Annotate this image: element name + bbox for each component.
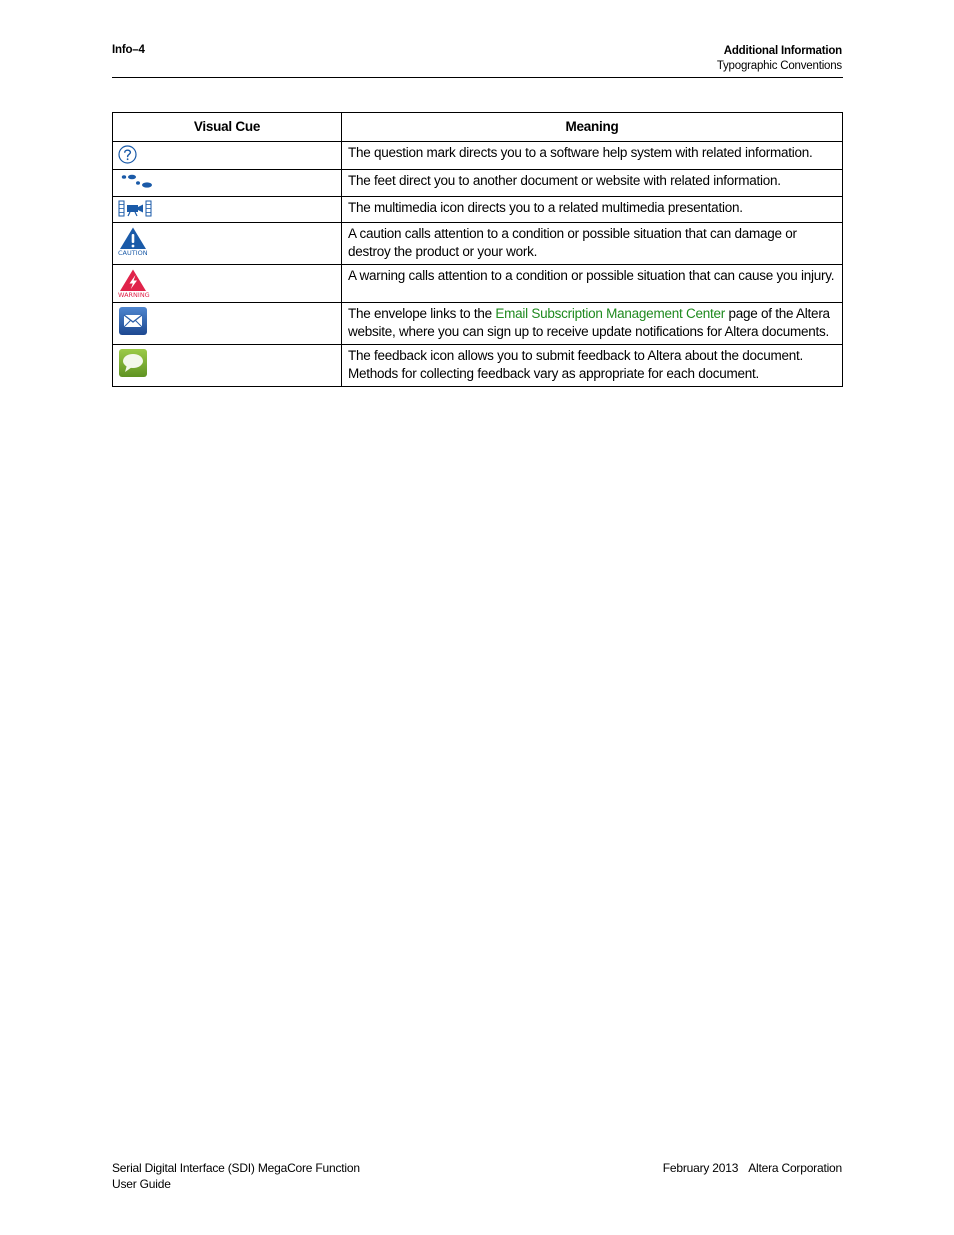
footer-document-title: [112, 1160, 360, 1192]
page-number: Info–4: [112, 44, 145, 56]
section-title: Additional Information: [723, 45, 842, 57]
table-header-row: [113, 113, 843, 142]
footer-title-line1: Serial Digital Interface (SDI) MegaCore Function: [112, 1161, 360, 1175]
meaning-cell: A caution calls attention to a condition or possible situation that can damage or destroy the product or your work.: [342, 223, 843, 265]
envelope-text-after: page of the Altera website, where you can sign up to receive update notifications for Altera documents.: [348, 306, 830, 339]
visual-cue-cell: [113, 303, 342, 345]
envelope-icon[interactable]: [118, 306, 148, 336]
meaning-cell: The multimedia icon directs you to a related multimedia presentation.: [342, 197, 843, 223]
question-mark-icon[interactable]: [118, 145, 138, 164]
column-header-meaning: Meaning: [342, 113, 843, 142]
meaning-cell: The question mark directs you to a software help system with related information.: [342, 142, 843, 170]
footer-company: Altera Corporation: [748, 1161, 842, 1175]
feedback-icon[interactable]: [118, 348, 148, 378]
footer-title-line2: User Guide: [112, 1177, 171, 1191]
header-rule: [112, 77, 843, 78]
meaning-cell: [342, 303, 843, 345]
footer-date: February 2013: [662, 1161, 739, 1175]
footer-publisher: [663, 1160, 842, 1176]
table-row: [113, 265, 843, 303]
visual-cue-cell: [113, 142, 342, 170]
visual-cues-table: [112, 112, 843, 387]
feet-icon[interactable]: [118, 173, 156, 191]
visual-cue-cell: [113, 197, 342, 223]
visual-cue-cell: [113, 265, 342, 303]
visual-cue-cell: [113, 345, 342, 387]
table-row: [113, 197, 843, 223]
caution-icon[interactable]: [118, 226, 148, 257]
table-row: [113, 345, 843, 387]
table-row: [113, 223, 843, 265]
meaning-cell: A warning calls attention to a condition or possible situation that can cause you injury.: [342, 265, 843, 303]
table-row: [113, 303, 843, 345]
table-row: [113, 170, 843, 197]
running-header: [717, 44, 842, 74]
visual-cue-cell: [113, 223, 342, 265]
email-subscription-link[interactable]: Email Subscription Management Center: [495, 306, 725, 321]
warning-icon[interactable]: [118, 268, 150, 299]
envelope-text-before: The envelope links to the: [348, 306, 496, 321]
warning-icon-label: WARNING: [118, 291, 150, 299]
subsection-title: Typographic Conventions: [716, 60, 842, 72]
table-row: [113, 142, 843, 170]
caution-icon-label: CAUTION: [118, 249, 148, 257]
multimedia-icon[interactable]: [118, 200, 152, 217]
visual-cue-cell: [113, 170, 342, 197]
meaning-cell: The feet direct you to another document or website with related information.: [342, 170, 843, 197]
column-header-visual-cue: Visual Cue: [113, 113, 342, 142]
meaning-cell: The feedback icon allows you to submit feedback to Altera about the document. Methods for collecting feedback vary as appropriate for each document.: [342, 345, 843, 387]
